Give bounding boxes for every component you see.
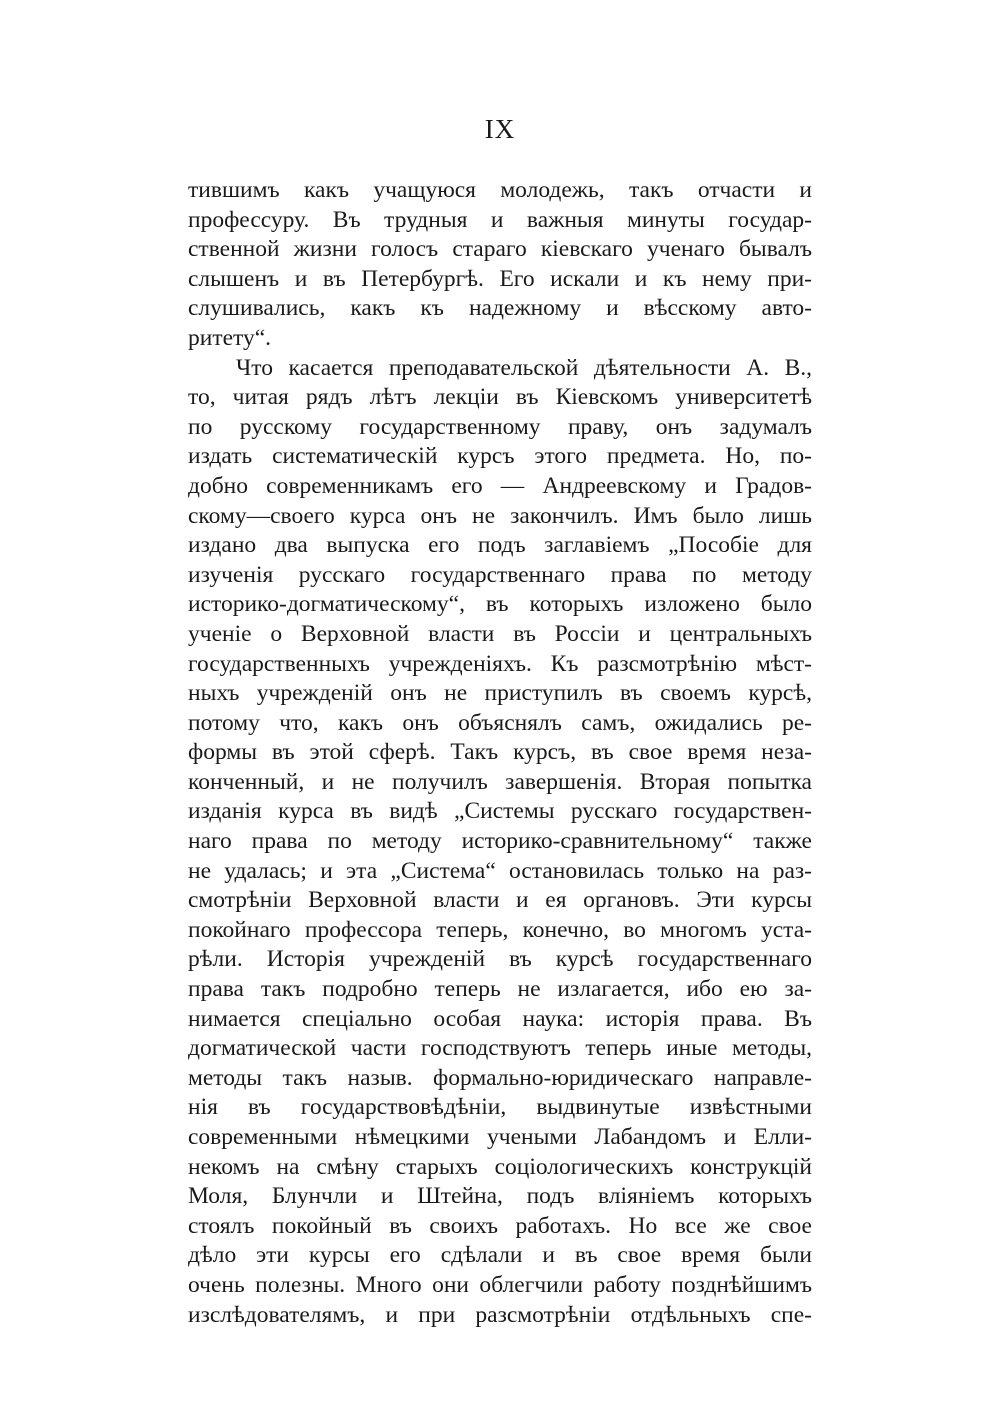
- text-line: методы такъ назыв. формально-юридическаго направле-: [188, 1064, 812, 1091]
- text-line: изученія русскаго государственнаго права по методу: [188, 561, 812, 588]
- text-line: Моля, Блунчли и Штейна, подъ вліяніемъ которыхъ: [188, 1183, 812, 1210]
- text-line: современными нѣмецкими учеными Лабандомъ и Елли-: [188, 1124, 812, 1150]
- text-line: нія въ государствовѣдѣніи, выдвинутые извѣстными: [188, 1094, 812, 1121]
- text-line: ныхъ учрежденій онъ не приступилъ въ своемъ курсѣ,: [188, 680, 812, 707]
- paragraph-1: [188, 176, 812, 354]
- text-line: слушивались, какъ къ надежному и вѣсскому авто-: [188, 295, 812, 322]
- text-line: формы въ этой сферѣ. Такъ курсъ, въ свое время неза-: [188, 739, 812, 766]
- paragraph-2: [188, 354, 812, 1331]
- text-line: некомъ на смѣну старыхъ соціологическихъ конструкцій: [188, 1153, 812, 1180]
- text-line: догматической части господствуютъ теперь иные методы,: [188, 1035, 812, 1062]
- text-line: добно современникамъ его — Андреевскому и Градов-: [188, 472, 812, 499]
- text-line: очень полезны. Много они облегчили работу позднѣйшимъ: [188, 1271, 812, 1298]
- text-line: по русскому государственному праву, онъ задумалъ: [188, 413, 812, 440]
- text-line: скому—своего курса онъ не закончилъ. Имъ было лишь: [188, 502, 812, 529]
- text-line: Что касается преподавательской дѣятельности А. В.,: [236, 354, 812, 381]
- text-line: ственной жизни голосъ стараго кіевскаго ученаго бывалъ: [188, 236, 812, 263]
- page-number: IX: [484, 114, 516, 144]
- text-line: ученіе о Верховной власти въ Россіи и центральныхъ: [188, 620, 812, 647]
- text-line: изданія курса въ видѣ „Системы русскаго государствен-: [188, 798, 812, 825]
- text-line: издано два выпуска его подъ заглавіемъ „Пособіе для: [188, 532, 812, 559]
- text-line: слышенъ и въ Петербургѣ. Его искали и къ нему при-: [188, 265, 812, 292]
- text-line: наго права по методу историко-сравнительному“ также: [188, 828, 812, 855]
- text-line: историко-догматическому“, въ которыхъ изложено было: [188, 591, 812, 618]
- body-text: [188, 176, 812, 1330]
- text-line: конченный, и не получилъ завершенія. Вторая попытка: [188, 768, 812, 795]
- text-line: потому что, какъ онъ объяснялъ самъ, ожидались ре-: [188, 709, 812, 736]
- text-line: ритету“.: [188, 324, 272, 351]
- text-line: дѣло эти курсы его сдѣлали и въ свое время были: [188, 1242, 812, 1269]
- text-line: смотрѣніи Верховной власти и ея органовъ. Эти курсы: [188, 887, 812, 914]
- text-line: тившимъ какъ учащуюся молодежь, такъ отчасти и: [188, 177, 812, 203]
- text-line: государственныхъ учрежденіяхъ. Къ разсмотрѣнію мѣст-: [188, 650, 812, 677]
- text-line: то, читая рядъ лѣтъ лекціи въ Кіевскомъ университетѣ: [188, 384, 812, 411]
- text-line: не удалась; и эта „Система“ остановилась только на раз-: [188, 857, 812, 884]
- text-line: изслѣдователямъ, и при разсмотрѣніи отдѣльныхъ спе-: [188, 1301, 812, 1328]
- text-line: профессуру. Въ трудныя и важныя минуты государ-: [188, 206, 812, 233]
- text-line: рѣли. Исторія учрежденій въ курсѣ государственнаго: [188, 946, 812, 973]
- text-line: стоялъ покойный въ своихъ работахъ. Но все же свое: [188, 1212, 812, 1239]
- text-line: покойнаго профессора теперь, конечно, во многомъ уста-: [188, 916, 812, 943]
- text-line: издать систематическій курсъ этого предмета. Но, по-: [188, 443, 812, 470]
- text-line: нимается спеціально особая наука: исторія права. Въ: [188, 1005, 812, 1032]
- text-line: права такъ подробно теперь не излагается, ибо ею за-: [188, 976, 812, 1003]
